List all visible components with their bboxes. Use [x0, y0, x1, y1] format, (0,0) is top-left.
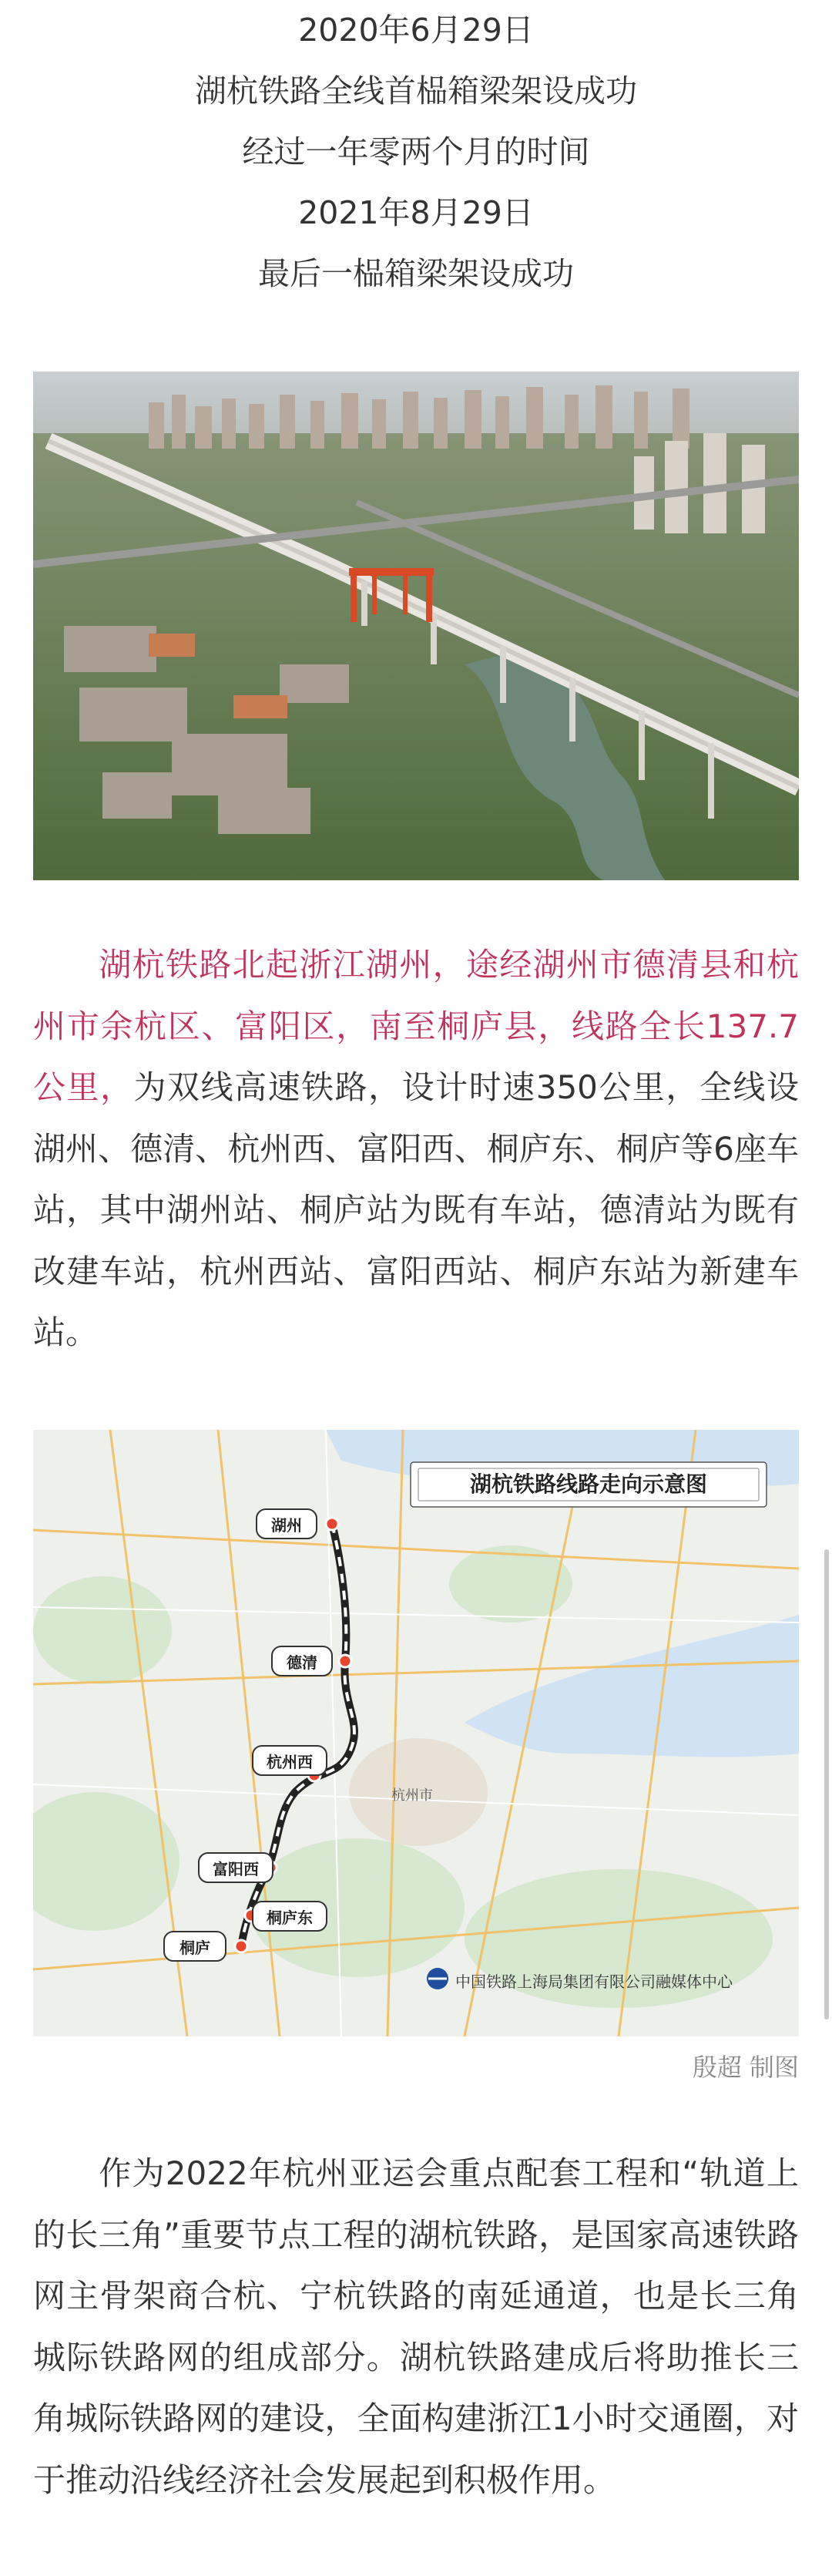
- aerial-photo[interactable]: [33, 372, 799, 880]
- station-label-huzhou: 湖州: [271, 1516, 302, 1535]
- route-detail-text: 为双线高速铁路，设计时速350公里，全线设湖州、德清、杭州西、富阳西、桐庐东、桐庐等6座车站，其中湖州站、桐庐站为既有车站，德清站为既有改建车站，杭州西站、富阳西站、桐庐东站为新建车站。: [33, 1068, 799, 1351]
- intro-date-1: 2020年6月29日: [298, 12, 534, 49]
- city-label-hangzhou: 杭州市: [391, 1787, 433, 1804]
- intro-line-2: 湖杭铁路全线首榀箱梁架设成功: [195, 72, 637, 109]
- paragraph-route-intro: [33, 934, 799, 1364]
- paragraph-significance: [33, 2143, 799, 2510]
- map-credit: 殷超 制图: [692, 2053, 799, 2082]
- map-title: 湖杭铁路线路走向示意图: [469, 1471, 707, 1497]
- intro-block: [0, 0, 832, 304]
- route-map-image: [33, 1430, 799, 2036]
- significance-text: 作为2022年杭州亚运会重点配套工程和“轨道上的长三角”重要节点工程的湖杭铁路，是国家高速铁路网主骨架商合杭、宁杭铁路的南延通道，也是长三角城际铁路网的组成部分。湖杭铁路建成后将助推长三角城际铁路网的建设，全面构建浙江1小时交通圈，对于推动沿线经济社会发展起到积极作用。: [33, 2154, 799, 2499]
- route-highlight-text: 湖杭铁路北起浙江湖州，途经湖州市德清县和杭州市余杭区、富阳区，南至桐庐县，线路全长137.7公里，: [33, 946, 799, 1106]
- route-map[interactable]: [33, 1430, 799, 2036]
- intro-date-2: 2021年8月29日: [298, 194, 534, 231]
- intro-line-3: 经过一年零两个月的时间: [242, 133, 590, 170]
- station-label-deqing: 德清: [287, 1653, 317, 1672]
- station-label-tonglu: 桐庐: [179, 1939, 210, 1957]
- intro-line-5: 最后一榀箱梁架设成功: [258, 255, 574, 292]
- scrollbar[interactable]: [824, 1549, 829, 2019]
- aerial-photo-image: [33, 372, 799, 880]
- station-label-fuyang-west: 富阳西: [213, 1860, 259, 1878]
- publisher-label: 中国铁路上海局集团有限公司融媒体中心: [455, 1972, 733, 1991]
- station-label-hangzhou-west: 杭州西: [267, 1753, 313, 1771]
- station-label-tonglu-east: 桐庐东: [267, 1908, 313, 1927]
